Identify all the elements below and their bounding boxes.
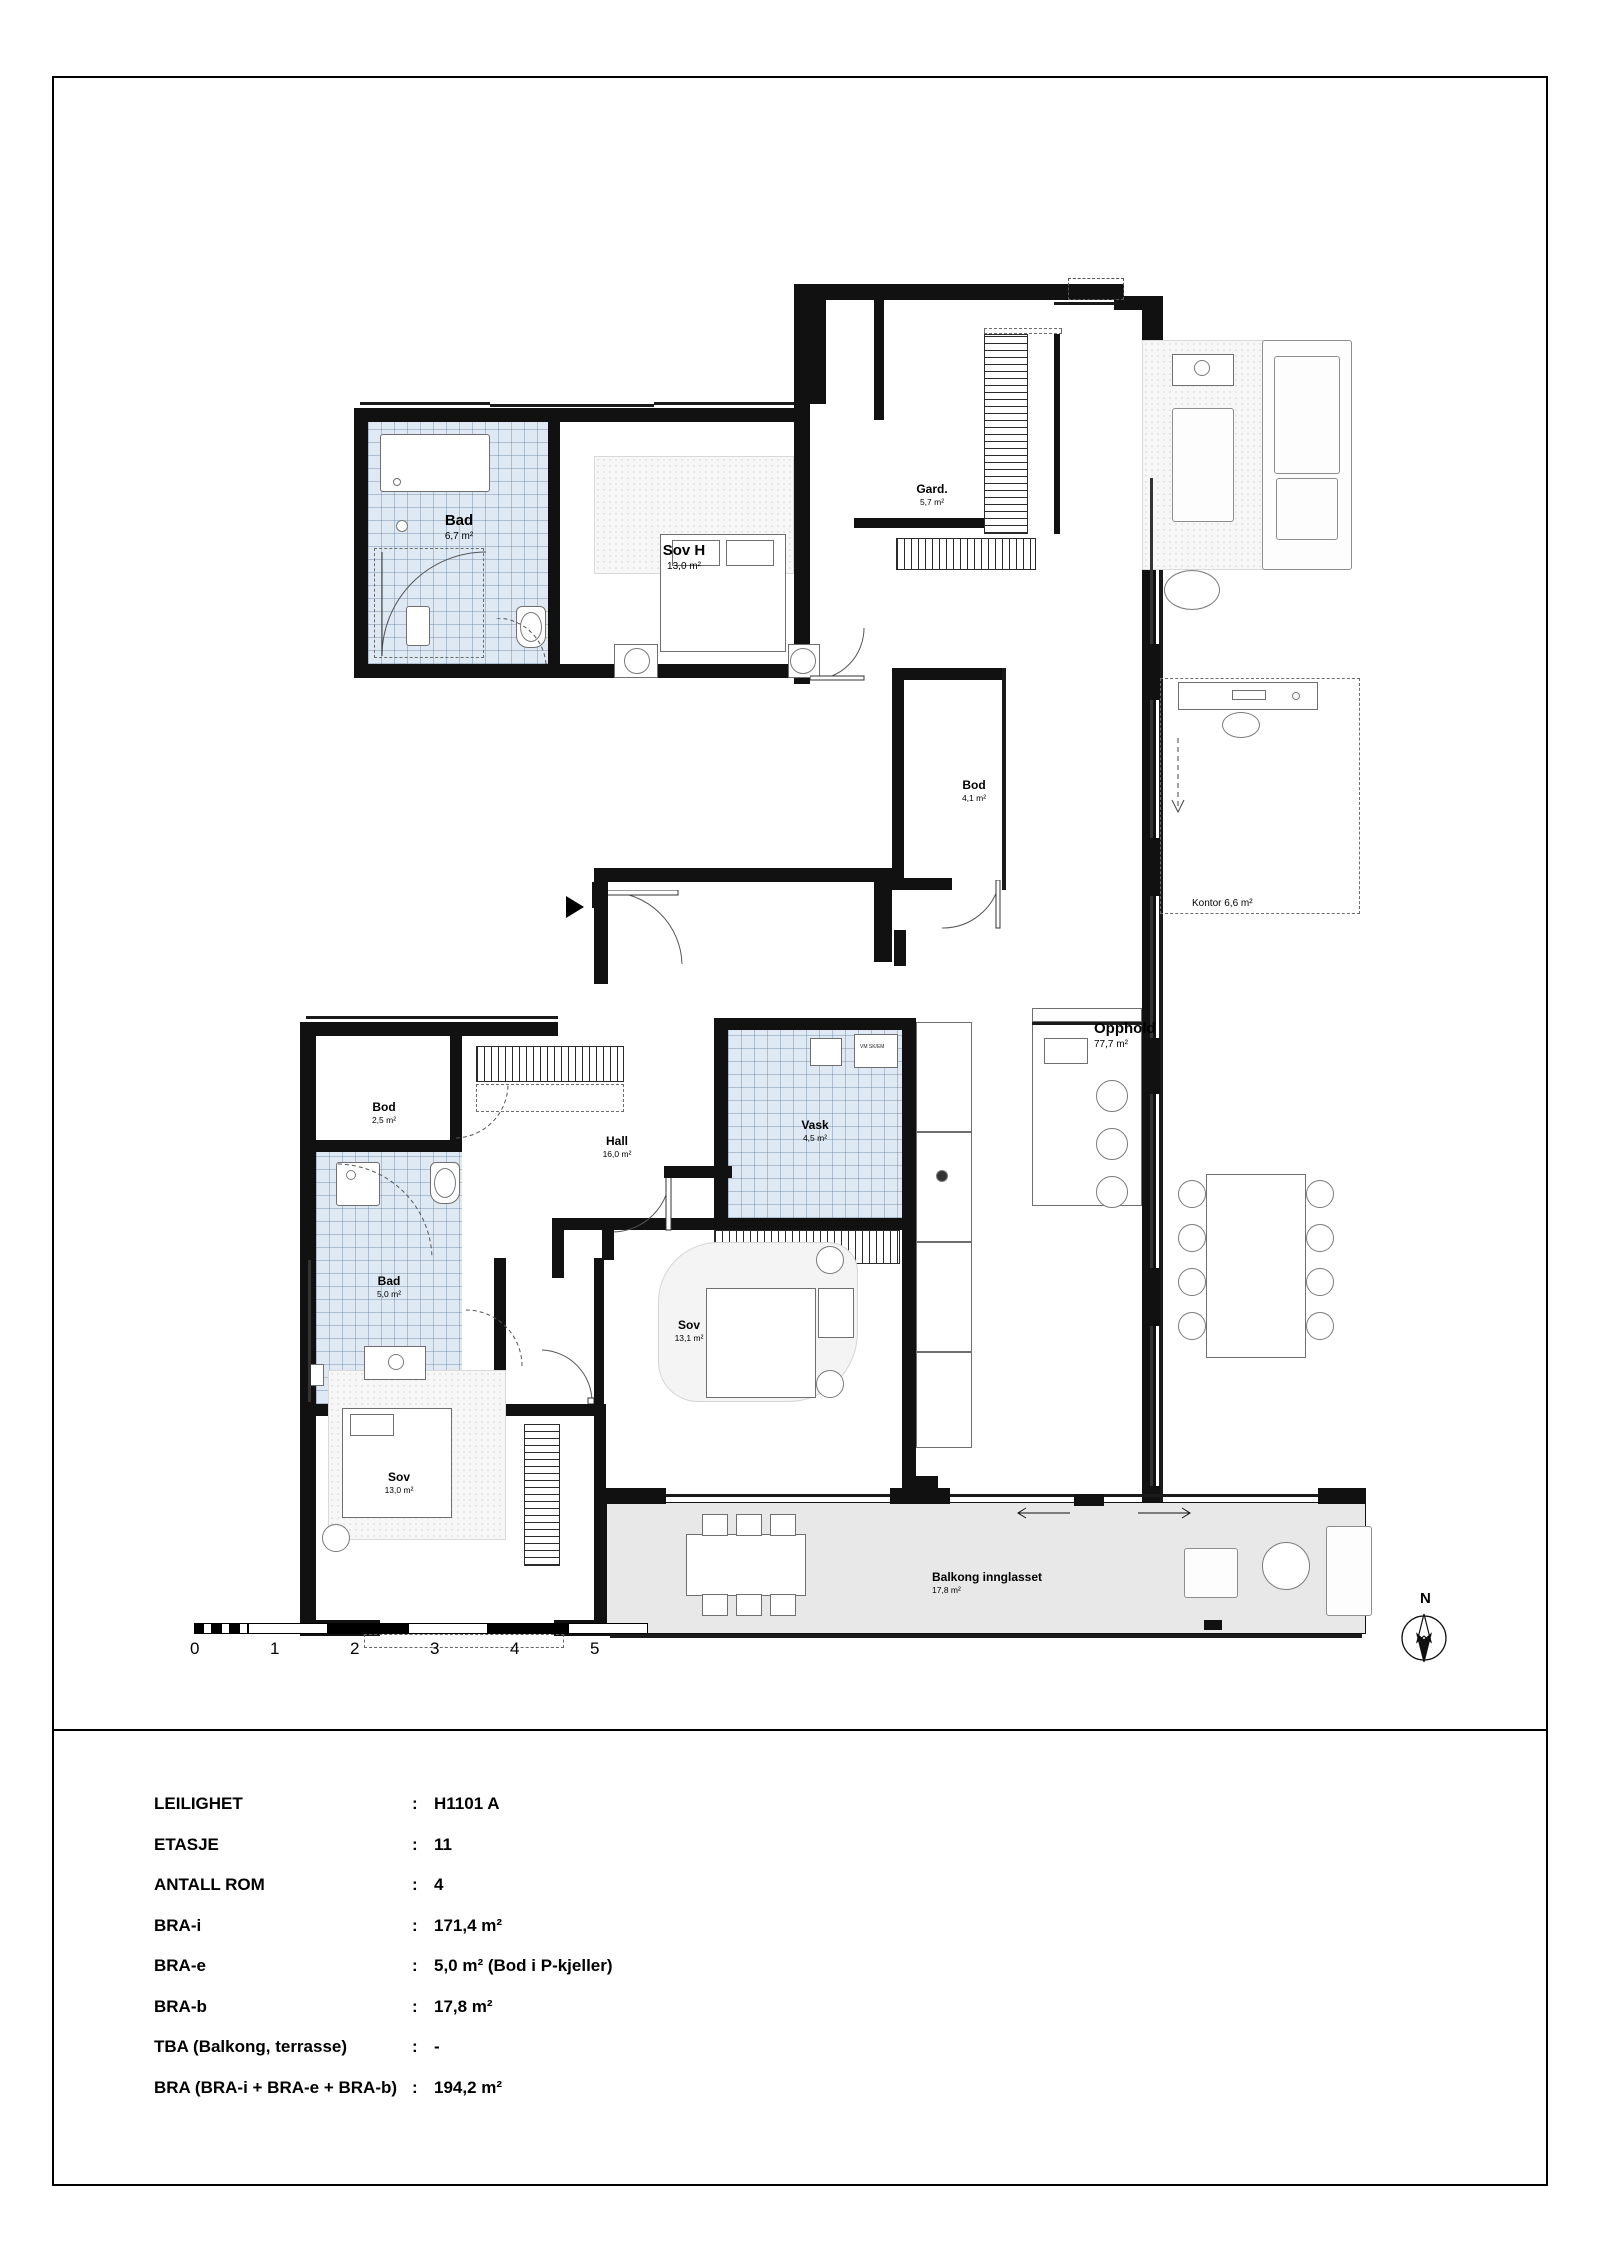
wall-segment <box>552 1230 564 1278</box>
lamp-icon <box>816 1246 844 1274</box>
info-table <box>154 1794 613 2118</box>
scale-label-4: 4 <box>510 1639 520 1658</box>
wall-segment <box>714 1218 916 1230</box>
wall-segment <box>300 1022 558 1036</box>
dining-chair <box>1178 1180 1206 1208</box>
room-floor-gard <box>826 300 874 518</box>
tap-icon <box>393 478 401 486</box>
outdoor-chair <box>702 1514 728 1536</box>
wall-segment <box>594 1258 604 1408</box>
washing-machine-label: VM SK/EM <box>860 1044 885 1050</box>
room-label-gard: Gard. 5,7 m² <box>916 482 948 507</box>
wall-segment <box>1054 334 1060 534</box>
annotation-kontor: Kontor 6,6 m² <box>1192 898 1253 909</box>
kitchen-cabinet <box>916 1242 972 1352</box>
room-label-bod-1: Bod 4,1 m² <box>961 778 987 803</box>
outdoor-chair <box>736 1514 762 1536</box>
lamp-icon <box>624 648 650 674</box>
info-key: TBA (Balkong, terrasse) <box>154 2037 348 2056</box>
office-chair <box>1222 712 1260 738</box>
door-swing <box>454 1082 510 1140</box>
wall-segment <box>714 1018 914 1030</box>
kitchen-cabinet <box>916 1132 972 1242</box>
drawing-sheet <box>52 76 1548 2186</box>
floor-plan <box>54 78 1546 1729</box>
compass-north-label: N <box>1420 1590 1431 1607</box>
info-key: ANTALL ROM <box>154 1875 265 1894</box>
dining-chair <box>1306 1224 1334 1252</box>
wall-segment <box>902 1018 916 1488</box>
info-key: LEILIGHET <box>154 1794 243 1813</box>
wardrobe <box>524 1424 560 1566</box>
desk-item <box>1232 690 1266 700</box>
wall-segment <box>306 1016 558 1019</box>
desk-lamp-icon <box>1292 692 1300 700</box>
window-glazing <box>1150 1094 1153 1268</box>
window-glazing <box>1150 896 1153 1038</box>
wall-segment <box>592 882 608 908</box>
info-value: 194,2 m² <box>434 2077 503 2097</box>
sliding-door-arrow-icon <box>1134 1506 1194 1520</box>
info-separator: : <box>412 2037 418 2056</box>
door-swing <box>494 618 548 666</box>
room-label-bod-2: Bod 2,5 m² <box>371 1100 397 1125</box>
door-swing <box>540 1346 594 1404</box>
wall-segment <box>808 284 826 404</box>
bar-stool <box>1096 1128 1128 1160</box>
wardrobe <box>984 334 1028 534</box>
outdoor-chair <box>770 1594 796 1616</box>
dining-chair <box>1178 1224 1206 1252</box>
entrance-marker-icon <box>566 896 584 918</box>
shower-door-arc <box>380 548 490 660</box>
info-row <box>154 1956 613 1976</box>
shower-drain-icon <box>346 1170 356 1180</box>
wall-segment <box>894 930 906 966</box>
outdoor-chair <box>736 1594 762 1616</box>
room-label-vask: Vask 4,5 m² <box>801 1118 829 1143</box>
tv-icon <box>1194 360 1210 376</box>
dining-chair <box>1178 1268 1206 1296</box>
wall-segment <box>610 1634 1362 1638</box>
appliance <box>854 1034 898 1068</box>
toilet-bowl-icon <box>434 1168 456 1198</box>
wardrobe <box>896 538 1036 570</box>
wall-segment <box>584 408 664 422</box>
bar-stool <box>1096 1176 1128 1208</box>
room-label-sov-h: Sov H 13,0 m² <box>662 542 706 572</box>
hob-icon <box>936 1170 948 1182</box>
sofa <box>1172 408 1234 522</box>
info-value: - <box>434 2037 440 2056</box>
wall-segment <box>714 1018 728 1230</box>
wall-segment <box>300 1022 316 1252</box>
info-value: 4 <box>434 1875 444 1894</box>
dining-chair <box>1178 1312 1206 1340</box>
info-value: H1101 A <box>434 1794 500 1813</box>
wall-segment <box>664 408 794 422</box>
compass-needle-icon <box>1394 1608 1454 1668</box>
wall-segment <box>360 402 490 405</box>
wall-segment <box>594 868 894 882</box>
wall-pillar <box>1144 1268 1160 1326</box>
room-label-balkong: Balkong innglasset 17,8 m² <box>932 1570 1043 1595</box>
room-label-sov-2: Sov 13,0 m² <box>384 1470 414 1495</box>
info-separator: : <box>412 1996 418 2016</box>
dining-chair <box>1306 1312 1334 1340</box>
scale-label-0: 0 <box>190 1639 200 1658</box>
wall-segment <box>892 668 1002 680</box>
wall-segment <box>892 668 904 888</box>
info-key: BRA-b <box>154 1996 207 2016</box>
room-label-bad-1: Bad 6,7 m² <box>444 512 474 542</box>
scale-label-1: 1 <box>270 1639 280 1658</box>
sink <box>1044 1038 1088 1064</box>
info-separator: : <box>412 1794 418 1813</box>
wall-segment <box>548 422 560 664</box>
info-row <box>154 1916 613 1936</box>
outdoor-side-table <box>1262 1542 1310 1590</box>
scale-label-5: 5 <box>590 1639 600 1658</box>
wall-segment <box>354 664 594 678</box>
info-value: 11 <box>434 1834 452 1854</box>
opening-marker <box>984 328 1062 334</box>
info-value: 17,8 m² <box>434 1996 493 2016</box>
kitchen-cabinet <box>916 1352 972 1448</box>
scale-label-3: 3 <box>430 1639 440 1658</box>
compass-rose <box>1394 1590 1454 1670</box>
wall-pillar <box>1144 838 1160 896</box>
bar-stool <box>1096 1080 1128 1112</box>
room-label-hall: Hall 16,0 m² <box>602 1134 632 1159</box>
window-glazing <box>1150 700 1153 838</box>
wall-segment <box>594 1404 606 1624</box>
outdoor-chair <box>770 1514 796 1536</box>
dining-chair <box>1306 1268 1334 1296</box>
sink <box>406 606 430 646</box>
kitchen-cabinet <box>916 1022 972 1132</box>
wall-segment <box>666 1494 890 1497</box>
room-label-opphold: Opphold 77,7 m² <box>1094 1020 1156 1050</box>
lamp-icon <box>816 1370 844 1398</box>
wall-segment <box>434 408 584 422</box>
wall-segment <box>1074 1494 1104 1506</box>
info-row <box>154 1997 613 2017</box>
info-key: BRA (BRA-i + BRA-e + BRA-b) <box>154 2077 398 2097</box>
wall-segment <box>950 1494 1318 1497</box>
info-row <box>154 1794 613 1814</box>
door-swing <box>810 626 866 682</box>
wall-segment <box>1204 1620 1222 1630</box>
info-key: BRA-i <box>154 1915 202 1935</box>
washing-machine <box>810 1038 842 1066</box>
wall-segment <box>808 284 1068 300</box>
opening-marker <box>1068 278 1124 300</box>
wall-segment <box>354 408 434 422</box>
info-separator: : <box>412 1834 418 1854</box>
lamp-icon <box>322 1524 350 1552</box>
lounge-sofa <box>1326 1526 1372 1616</box>
info-separator: : <box>412 1915 418 1935</box>
arrow-icon <box>1166 738 1190 818</box>
dining-table <box>1206 1174 1306 1358</box>
info-row <box>154 2078 613 2098</box>
scale-label-2: 2 <box>350 1639 360 1658</box>
door-swing <box>610 1172 672 1234</box>
info-row <box>154 1875 613 1895</box>
dining-chair <box>1306 1180 1334 1208</box>
sink-basin-icon <box>388 1354 404 1370</box>
info-row <box>154 1835 613 1855</box>
wall-pillar <box>1144 644 1160 700</box>
sofa-cushion <box>1274 356 1340 474</box>
info-key: ETASJE <box>154 1834 219 1854</box>
opening-marker <box>364 1634 564 1648</box>
info-value: 5,0 m² (Bod i P-kjeller) <box>434 1956 613 1975</box>
wall-segment <box>874 300 884 420</box>
window-glazing <box>1150 1326 1153 1486</box>
lounge-chair <box>1184 1548 1238 1598</box>
entrance-door-swing <box>606 890 686 966</box>
wall-segment <box>1318 1488 1366 1504</box>
side-table <box>1276 478 1338 540</box>
window-glazing <box>308 1260 311 1402</box>
wall-segment <box>654 402 804 405</box>
room-label-bad-2: Bad 5,0 m² <box>376 1274 402 1299</box>
wall-segment <box>300 1140 450 1152</box>
wall-segment <box>1054 302 1116 305</box>
info-separator: : <box>412 1875 418 1894</box>
sliding-door-arrow-icon <box>1014 1506 1074 1520</box>
apartment-info-panel <box>54 1729 1546 2184</box>
door-swing <box>464 1308 524 1368</box>
wardrobe <box>476 1046 624 1082</box>
pillow <box>350 1414 394 1436</box>
wall-segment <box>606 1488 666 1504</box>
outdoor-chair <box>702 1594 728 1616</box>
door-swing <box>940 880 1002 930</box>
room-label-sov-1: Sov 13,1 m² <box>674 1318 704 1343</box>
info-value: 171,4 m² <box>434 1915 503 1935</box>
wall-segment <box>602 1218 614 1260</box>
window-glazing <box>490 404 654 407</box>
outdoor-table <box>686 1534 806 1596</box>
info-separator: : <box>412 2077 418 2097</box>
office-zone <box>1160 678 1360 914</box>
window-glazing <box>1150 478 1153 644</box>
armchair <box>1164 570 1220 610</box>
info-key: BRA-e <box>154 1956 206 1975</box>
info-separator: : <box>412 1956 418 1975</box>
wall-segment <box>354 408 368 678</box>
info-row <box>154 2037 613 2057</box>
wall-segment <box>874 882 892 962</box>
nightstand <box>818 1288 854 1338</box>
wall-segment <box>664 1166 732 1178</box>
wall-segment <box>890 1488 950 1504</box>
wall-segment <box>794 284 810 684</box>
